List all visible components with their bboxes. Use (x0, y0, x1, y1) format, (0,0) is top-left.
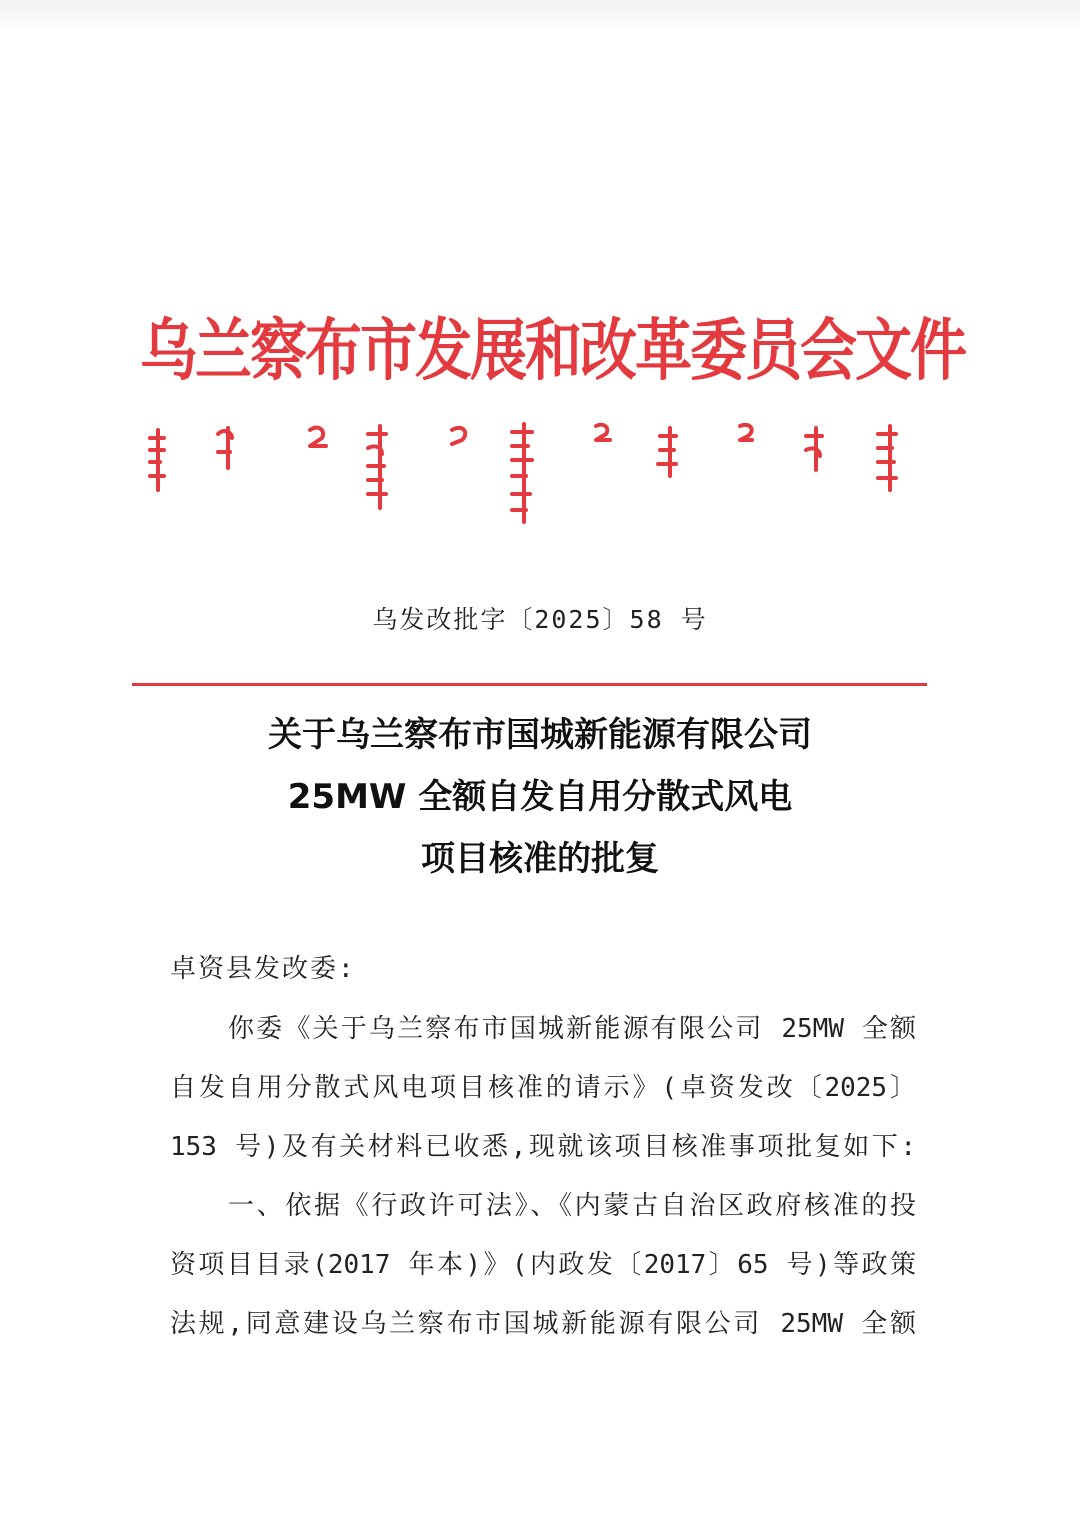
body-line-3: 153 号)及有关材料已收悉,现就该项目核准事项批复如下: (170, 1132, 916, 1162)
body-line-1: 你委《关于乌兰察布市国城新能源有限公司 25MW 全额 (228, 1014, 916, 1044)
issuer-title: 乌兰察布市发展和改革委员会文件 (140, 310, 965, 390)
body-line-2: 自发自用分散式风电项目核准的请示》(卓资发改〔2025〕 (170, 1073, 916, 1103)
page-top-shade (0, 0, 1080, 34)
red-divider-line (132, 683, 927, 686)
document-number: 乌发改批字〔2025〕58 号 (372, 605, 708, 634)
document-title-line-1: 关于乌兰察布市国城新能源有限公司 (268, 715, 812, 755)
document-title-line-3: 项目核准的批复 (421, 839, 659, 879)
document-title (90, 704, 990, 890)
body-line-5: 资项目目录(2017 年本)》(内政发〔2017〕65 号)等政策 (170, 1250, 916, 1280)
salutation: 卓资县发改委: (170, 954, 356, 984)
body-line-4: 一、依据《行政许可法》、《内蒙古自治区政府核准的投 (228, 1191, 916, 1221)
document-title-line-2: 25MW 全额自发自用分散式风电 (287, 777, 793, 817)
body-line-6: 法规,同意建设乌兰察布市国城新能源有限公司 25MW 全额 (170, 1309, 916, 1339)
issuer-mongolian-script (140, 408, 930, 538)
